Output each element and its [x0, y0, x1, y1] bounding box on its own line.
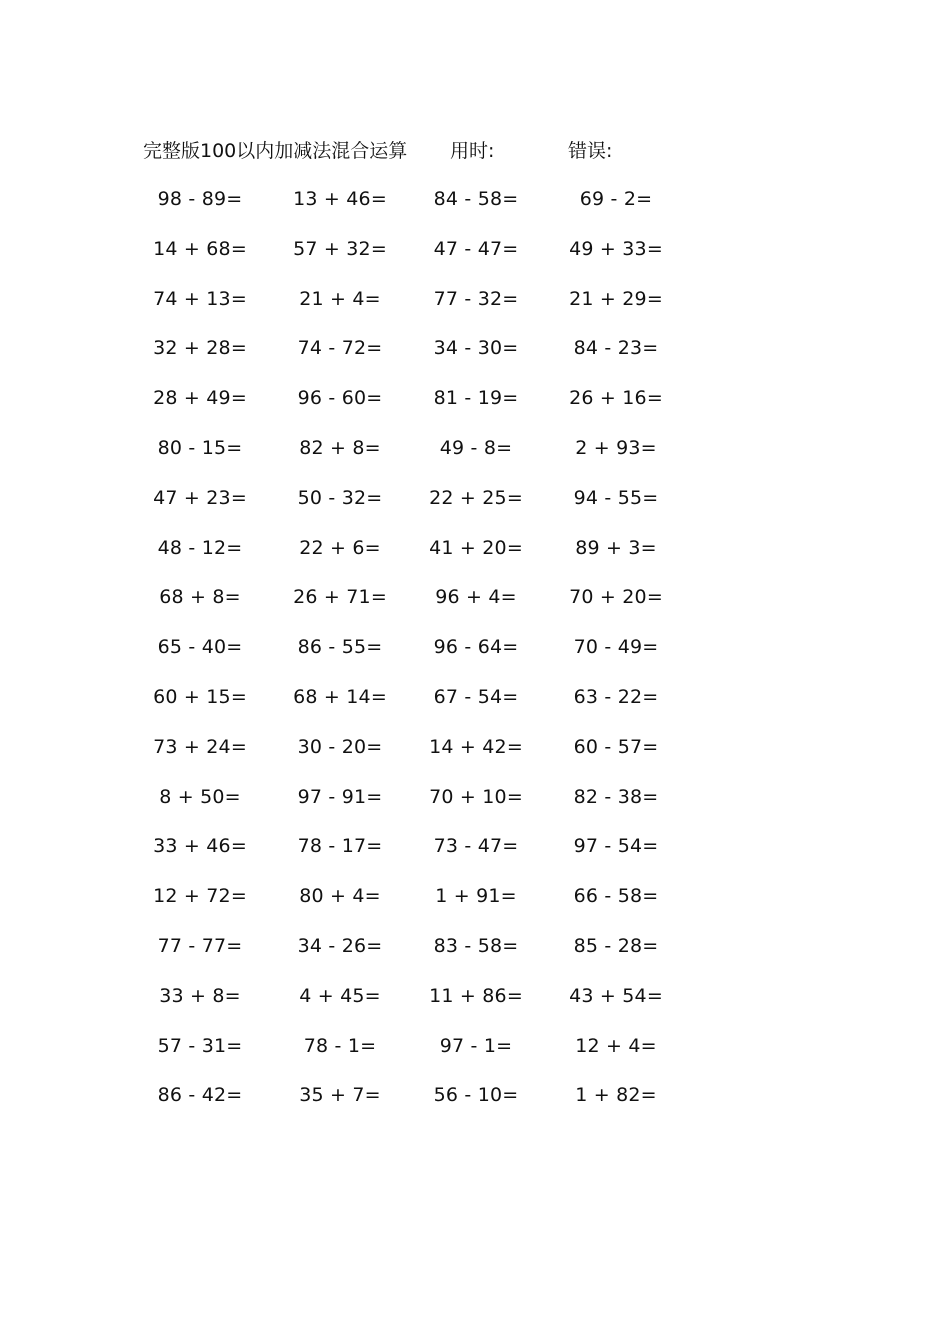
math-problem: 11 + 86= — [429, 984, 523, 1007]
math-problem: 26 + 16= — [569, 387, 663, 410]
problem-grid — [145, 184, 685, 1130]
math-problem: 84 - 23= — [573, 337, 659, 360]
math-problem: 65 - 40= — [157, 636, 243, 659]
math-problem: 47 - 47= — [433, 237, 519, 260]
math-problem: 12 + 4= — [575, 1034, 657, 1057]
math-problem: 86 - 55= — [297, 636, 383, 659]
math-problem: 96 - 64= — [433, 636, 519, 659]
math-problem: 50 - 32= — [297, 486, 383, 509]
math-problem: 73 - 47= — [433, 835, 519, 858]
time-used-label: 用时: — [450, 140, 495, 162]
problem-row — [145, 981, 685, 1031]
problem-row — [145, 284, 685, 334]
problem-row — [145, 1080, 685, 1130]
math-problem: 12 + 72= — [153, 885, 247, 908]
math-problem: 74 + 13= — [153, 287, 247, 310]
math-problem: 82 - 38= — [573, 785, 659, 808]
math-problem: 89 + 3= — [575, 536, 657, 559]
math-problem: 26 + 71= — [293, 586, 387, 609]
math-problem: 14 + 68= — [153, 237, 247, 260]
problem-row — [145, 732, 685, 782]
math-problem: 73 + 24= — [153, 735, 247, 758]
math-problem: 1 + 91= — [435, 885, 517, 908]
math-problem: 68 + 8= — [159, 586, 241, 609]
math-problem: 97 - 91= — [297, 785, 383, 808]
worksheet-header — [143, 136, 663, 166]
math-problem: 30 - 20= — [297, 735, 383, 758]
math-problem: 84 - 58= — [433, 188, 519, 210]
math-problem: 32 + 28= — [153, 337, 247, 360]
math-problem: 98 - 89= — [157, 188, 243, 210]
problem-row — [145, 533, 685, 583]
math-problem: 47 + 23= — [153, 486, 247, 509]
math-problem: 33 + 8= — [159, 984, 241, 1007]
math-problem: 66 - 58= — [573, 885, 659, 908]
problem-row — [145, 483, 685, 533]
math-problem: 80 - 15= — [157, 436, 243, 459]
math-problem: 22 + 25= — [429, 486, 523, 509]
math-problem: 41 + 20= — [429, 536, 523, 559]
math-problem: 34 - 26= — [297, 934, 383, 957]
math-problem: 13 + 46= — [293, 188, 387, 210]
math-problem: 96 - 60= — [297, 387, 383, 410]
problem-row — [145, 931, 685, 981]
math-problem: 4 + 45= — [299, 984, 381, 1007]
math-problem: 81 - 19= — [433, 387, 519, 410]
math-problem: 28 + 49= — [153, 387, 247, 410]
math-problem: 97 - 54= — [573, 835, 659, 858]
math-problem: 33 + 46= — [153, 835, 247, 858]
math-problem: 68 + 14= — [293, 685, 387, 708]
problem-row — [145, 881, 685, 931]
math-problem: 57 + 32= — [293, 237, 387, 260]
math-problem: 70 + 10= — [429, 785, 523, 808]
math-problem: 60 + 15= — [153, 685, 247, 708]
problem-row — [145, 632, 685, 682]
problem-row — [145, 433, 685, 483]
math-problem: 78 - 1= — [303, 1034, 377, 1057]
math-problem: 48 - 12= — [157, 536, 243, 559]
math-problem: 49 - 8= — [439, 436, 513, 459]
math-problem: 22 + 6= — [299, 536, 381, 559]
problem-row — [145, 184, 685, 234]
math-problem: 77 - 77= — [157, 934, 243, 957]
problem-row — [145, 831, 685, 881]
math-problem: 1 + 82= — [575, 1084, 657, 1107]
math-problem: 74 - 72= — [297, 337, 383, 360]
math-problem: 78 - 17= — [297, 835, 383, 858]
math-problem: 63 - 22= — [573, 685, 659, 708]
math-problem: 14 + 42= — [429, 735, 523, 758]
problem-row — [145, 383, 685, 433]
math-problem: 2 + 93= — [575, 436, 657, 459]
math-problem: 21 + 4= — [299, 287, 381, 310]
math-problem: 85 - 28= — [573, 934, 659, 957]
errors-label: 错误: — [568, 140, 613, 162]
math-problem: 57 - 31= — [157, 1034, 243, 1057]
math-problem: 97 - 1= — [439, 1034, 513, 1057]
math-problem: 70 - 49= — [573, 636, 659, 659]
problem-row — [145, 234, 685, 284]
math-problem: 43 + 54= — [569, 984, 663, 1007]
math-problem: 21 + 29= — [569, 287, 663, 310]
math-problem: 69 - 2= — [579, 188, 653, 210]
math-problem: 86 - 42= — [157, 1084, 243, 1107]
math-problem: 56 - 10= — [433, 1084, 519, 1107]
problem-row — [145, 333, 685, 383]
math-problem: 77 - 32= — [433, 287, 519, 310]
problem-row — [145, 682, 685, 732]
worksheet-title: 完整版100以内加减法混合运算 — [143, 140, 408, 162]
math-problem: 67 - 54= — [433, 685, 519, 708]
math-problem: 35 + 7= — [299, 1084, 381, 1107]
problem-row — [145, 582, 685, 632]
math-problem: 94 - 55= — [573, 486, 659, 509]
math-problem: 96 + 4= — [435, 586, 517, 609]
problem-row — [145, 782, 685, 832]
math-problem: 60 - 57= — [573, 735, 659, 758]
math-problem: 8 + 50= — [159, 785, 241, 808]
math-problem: 82 + 8= — [299, 436, 381, 459]
math-problem: 80 + 4= — [299, 885, 381, 908]
problem-row — [145, 1031, 685, 1081]
math-problem: 70 + 20= — [569, 586, 663, 609]
math-problem: 49 + 33= — [569, 237, 663, 260]
math-problem: 34 - 30= — [433, 337, 519, 360]
math-problem: 83 - 58= — [433, 934, 519, 957]
